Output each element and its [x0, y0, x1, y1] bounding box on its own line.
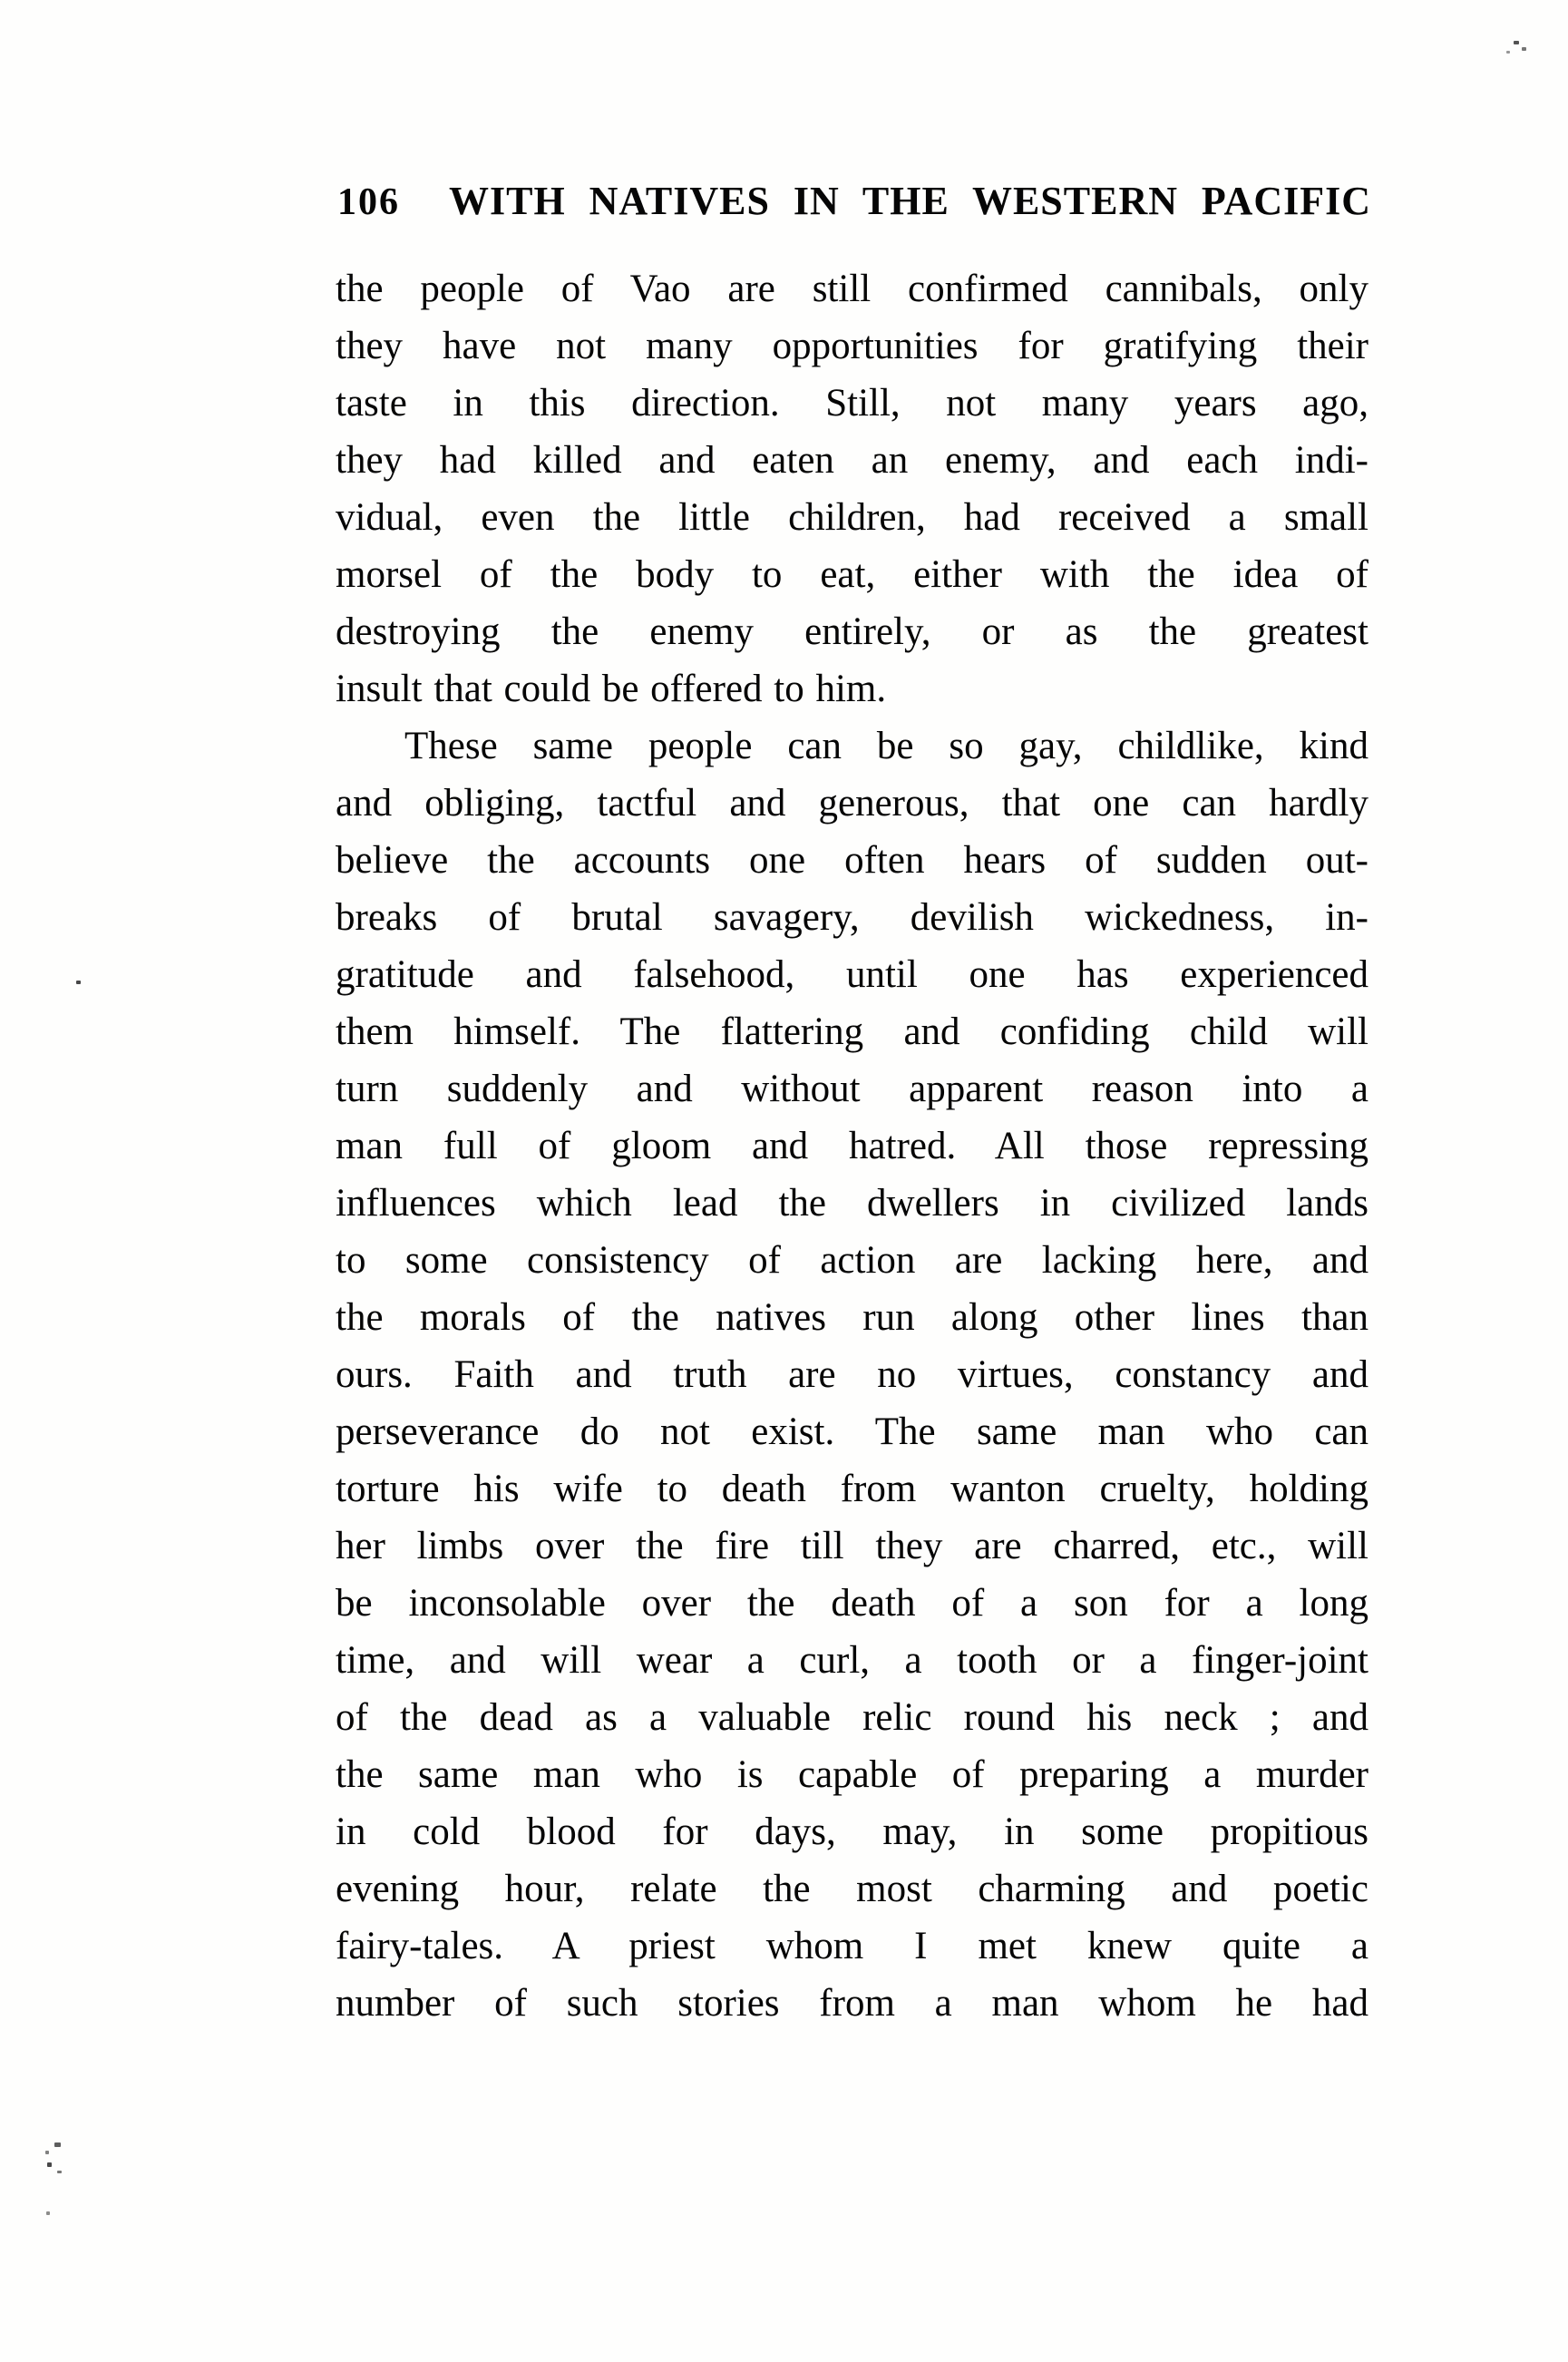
text-line: gratitude and falsehood, until one has experienced: [336, 953, 1368, 996]
text-line: ours. Faith and truth are no virtues, constancy and: [336, 1353, 1368, 1396]
scan-speck: [57, 2171, 62, 2173]
text-line: vidual, even the little children, had received a small: [336, 496, 1368, 539]
text-line: breaks of brutal savagery, devilish wickedness, in-: [336, 896, 1368, 939]
text-line: evening hour, relate the most charming and poetic: [336, 1868, 1368, 1910]
text-line: the same man who is capable of preparing a murder: [336, 1753, 1368, 1796]
body-text: [336, 260, 1368, 2032]
text-line: her limbs over the fire till they are charred, etc., will: [336, 1525, 1368, 1567]
text-line: be inconsolable over the death of a son for a long: [336, 1582, 1368, 1625]
text-line: time, and will wear a curl, a tooth or a finger-joint: [336, 1639, 1368, 1682]
text-line: man full of gloom and hatred. All those repressing: [336, 1125, 1368, 1167]
page-number: 106: [337, 181, 400, 223]
text-line: taste in this direction. Still, not many years ago,: [336, 382, 1368, 425]
scan-speck: [47, 2162, 52, 2167]
text-line: destroying the enemy entirely, or as the greatest: [336, 610, 1368, 653]
scan-speck: [76, 981, 81, 984]
text-line: These same people can be so gay, childlike, kind: [404, 725, 1368, 767]
text-line: them himself. The flattering and confiding child will: [336, 1010, 1368, 1053]
running-header: [337, 178, 1371, 224]
text-line: torture his wife to death from wanton cruelty, holding: [336, 1468, 1368, 1510]
text-line: to some consistency of action are lacking here, and: [336, 1239, 1368, 1282]
text-line: the people of Vao are still confirmed cannibals, only: [336, 268, 1368, 310]
text-line: believe the accounts one often hears of sudden out-: [336, 839, 1368, 882]
text-line: insult that could be offered to him.: [336, 668, 887, 710]
scan-speck: [46, 2211, 50, 2215]
scan-speck: [54, 2142, 61, 2147]
text-line: of the dead as a valuable relic round his neck ; and: [336, 1696, 1368, 1739]
page-header-title: WITH NATIVES IN THE WESTERN PACIFIC: [449, 179, 1371, 223]
text-line: number of such stories from a man whom he had: [336, 1982, 1368, 2025]
text-line: morsel of the body to eat, either with the idea of: [336, 553, 1368, 596]
text-line: perseverance do not exist. The same man who can: [336, 1410, 1368, 1453]
text-line: turn suddenly and without apparent reason into a: [336, 1068, 1368, 1110]
scan-speck: [1514, 41, 1519, 44]
text-line: and obliging, tactful and generous, that one can hardly: [336, 782, 1368, 825]
text-line: they had killed and eaten an enemy, and each indi-: [336, 439, 1368, 482]
scan-speck: [1506, 51, 1510, 54]
scan-speck: [1522, 47, 1526, 51]
text-line: influences which lead the dwellers in civilized lands: [336, 1182, 1368, 1225]
text-line: fairy-tales. A priest whom I met knew quite a: [336, 1925, 1368, 1967]
text-line: they have not many opportunities for gratifying their: [336, 325, 1368, 367]
text-line: in cold blood for days, may, in some propitious: [336, 1811, 1368, 1853]
scan-speck: [45, 2151, 49, 2154]
text-line: the morals of the natives run along other lines than: [336, 1296, 1368, 1339]
